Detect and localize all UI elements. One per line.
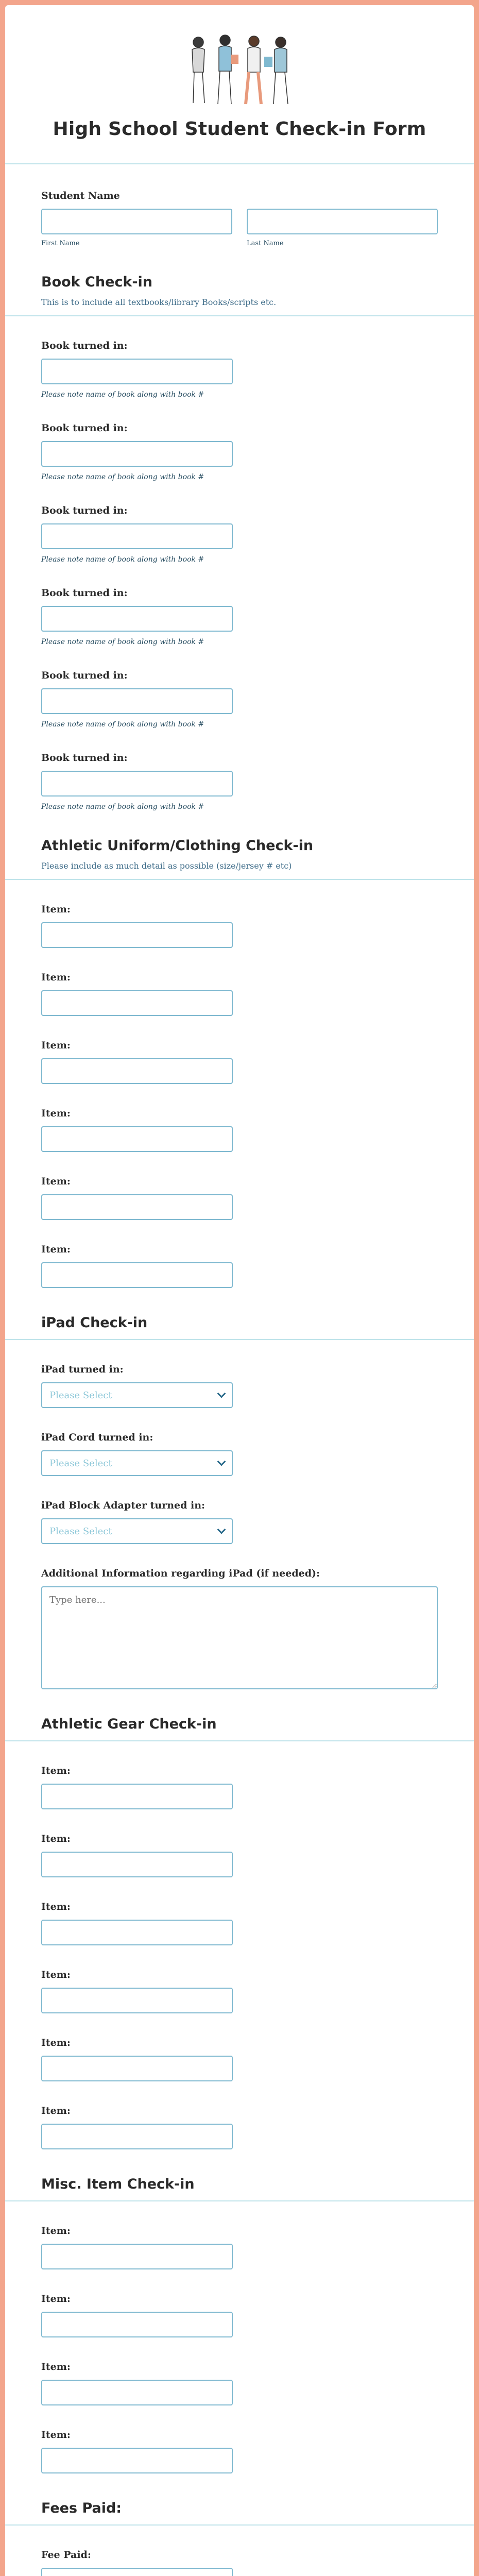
ipad-label: iPad turned in: bbox=[41, 1364, 124, 1375]
uniform-item-input-2[interactable] bbox=[41, 990, 233, 1016]
ipad-adapter-select[interactable] bbox=[41, 1518, 233, 1544]
book-label: Book turned in: bbox=[41, 422, 128, 434]
misc-field-1 bbox=[41, 2225, 438, 2269]
book-field-2 bbox=[41, 422, 438, 481]
book-label: Book turned in: bbox=[41, 752, 128, 764]
gear-section-title: Athletic Gear Check-in bbox=[41, 1716, 217, 1732]
book-field-1 bbox=[41, 340, 438, 399]
ipad-section bbox=[41, 1288, 438, 1689]
chevron-down-icon bbox=[217, 1389, 226, 1398]
ipad-cord-label: iPad Cord turned in: bbox=[41, 1432, 153, 1443]
gear-item-input-4[interactable] bbox=[41, 1988, 233, 2013]
gear-field-1 bbox=[41, 1765, 438, 1809]
gear-item-input-1[interactable] bbox=[41, 1784, 233, 1809]
gear-item-label: Item: bbox=[41, 2105, 71, 2116]
last-name-sublabel: Last Name bbox=[247, 240, 284, 247]
gear-item-input-5[interactable] bbox=[41, 2056, 233, 2081]
book-field-4 bbox=[41, 587, 438, 646]
ipad-cord-field bbox=[41, 1432, 438, 1476]
ipad-info-field bbox=[41, 1568, 438, 1689]
uniform-item-label: Item: bbox=[41, 1244, 71, 1255]
student-name-field bbox=[41, 164, 438, 247]
misc-section-title: Misc. Item Check-in bbox=[41, 2176, 195, 2192]
book-field-3 bbox=[41, 505, 438, 564]
gear-field-6 bbox=[41, 2105, 438, 2149]
gear-item-input-3[interactable] bbox=[41, 1920, 233, 1945]
fee-label: Fee Paid: bbox=[41, 2549, 91, 2561]
misc-field-4 bbox=[41, 2429, 438, 2473]
misc-item-label: Item: bbox=[41, 2361, 71, 2372]
uniform-item-input-6[interactable] bbox=[41, 1262, 233, 1288]
book-label: Book turned in: bbox=[41, 505, 128, 516]
gear-item-label: Item: bbox=[41, 1765, 71, 1776]
book-field-5 bbox=[41, 670, 438, 728]
last-name-col bbox=[247, 209, 438, 247]
book-hint: Please note name of book along with book # bbox=[41, 391, 204, 399]
book-input-1[interactable] bbox=[41, 359, 233, 384]
gear-field-4 bbox=[41, 1969, 438, 2013]
misc-field-2 bbox=[41, 2293, 438, 2337]
misc-divider bbox=[5, 2200, 474, 2201]
gear-section bbox=[41, 1689, 438, 2149]
name-row bbox=[41, 209, 438, 247]
ipad-select-value: Please Select bbox=[49, 1389, 112, 1401]
book-hint: Please note name of book along with book # bbox=[41, 803, 204, 811]
uniform-section bbox=[41, 811, 438, 1288]
fee-input-1[interactable] bbox=[41, 2568, 233, 2576]
ipad-section-title: iPad Check-in bbox=[41, 1315, 148, 1331]
fees-divider bbox=[5, 2524, 474, 2526]
ipad-adapter-select-value: Please Select bbox=[49, 1526, 112, 1537]
book-input-3[interactable] bbox=[41, 523, 233, 549]
gear-field-2 bbox=[41, 1833, 438, 1877]
book-divider bbox=[5, 315, 474, 316]
book-input-4[interactable] bbox=[41, 606, 233, 632]
book-input-6[interactable] bbox=[41, 771, 233, 796]
misc-item-label: Item: bbox=[41, 2225, 71, 2236]
uniform-field-6 bbox=[41, 1244, 438, 1288]
misc-field-3 bbox=[41, 2361, 438, 2405]
ipad-cord-select[interactable] bbox=[41, 1450, 233, 1476]
book-label: Book turned in: bbox=[41, 340, 128, 351]
misc-section bbox=[41, 2149, 438, 2473]
gear-field-3 bbox=[41, 1901, 438, 1945]
book-label: Book turned in: bbox=[41, 587, 128, 599]
uniform-field-1 bbox=[41, 904, 438, 948]
uniform-section-title: Athletic Uniform/Clothing Check-in bbox=[41, 838, 314, 854]
uniform-item-label: Item: bbox=[41, 1176, 71, 1187]
misc-item-input-4[interactable] bbox=[41, 2448, 233, 2473]
form-title: High School Student Check-in Form bbox=[53, 118, 426, 140]
gear-item-label: Item: bbox=[41, 1969, 71, 1980]
ipad-info-textarea[interactable] bbox=[41, 1586, 438, 1689]
gear-field-5 bbox=[41, 2037, 438, 2081]
form-card bbox=[5, 5, 474, 2576]
ipad-adapter-label: iPad Block Adapter turned in: bbox=[41, 1500, 206, 1511]
uniform-section-subtitle: Please include as much detail as possible (size/jersey # etc) bbox=[41, 861, 292, 871]
uniform-field-3 bbox=[41, 1040, 438, 1084]
ipad-adapter-field bbox=[41, 1500, 438, 1544]
uniform-field-5 bbox=[41, 1176, 438, 1220]
book-hint: Please note name of book along with book # bbox=[41, 720, 204, 728]
book-hint: Please note name of book along with book # bbox=[41, 555, 204, 564]
misc-item-input-1[interactable] bbox=[41, 2244, 233, 2269]
first-name-input[interactable] bbox=[41, 209, 232, 234]
misc-item-input-3[interactable] bbox=[41, 2380, 233, 2405]
uniform-item-label: Item: bbox=[41, 904, 71, 915]
misc-item-label: Item: bbox=[41, 2293, 71, 2304]
book-section-title: Book Check-in bbox=[41, 274, 153, 290]
book-hint: Please note name of book along with book # bbox=[41, 473, 204, 481]
book-field-6 bbox=[41, 752, 438, 811]
uniform-item-input-3[interactable] bbox=[41, 1058, 233, 1084]
book-section bbox=[41, 247, 438, 811]
ipad-info-label: Additional Information regarding iPad (if needed): bbox=[41, 1568, 320, 1579]
ipad-cord-select-value: Please Select bbox=[49, 1458, 112, 1469]
ipad-divider bbox=[5, 1339, 474, 1340]
last-name-input[interactable] bbox=[247, 209, 438, 234]
uniform-item-label: Item: bbox=[41, 972, 71, 983]
gear-divider bbox=[5, 1740, 474, 1741]
ipad-field bbox=[41, 1364, 438, 1408]
uniform-divider bbox=[5, 879, 474, 880]
book-input-2[interactable] bbox=[41, 441, 233, 467]
uniform-item-label: Item: bbox=[41, 1108, 71, 1119]
gear-item-label: Item: bbox=[41, 1901, 71, 1912]
chevron-down-icon bbox=[217, 1458, 226, 1466]
misc-item-label: Item: bbox=[41, 2429, 71, 2441]
first-name-col bbox=[41, 209, 232, 247]
fees-section bbox=[41, 2473, 438, 2576]
gear-item-input-2[interactable] bbox=[41, 1852, 233, 1877]
uniform-field-4 bbox=[41, 1108, 438, 1152]
uniform-item-label: Item: bbox=[41, 1040, 71, 1051]
students-illustration bbox=[178, 31, 301, 108]
uniform-item-input-5[interactable] bbox=[41, 1194, 233, 1220]
book-label: Book turned in: bbox=[41, 670, 128, 681]
book-input-5[interactable] bbox=[41, 688, 233, 714]
gear-item-label: Item: bbox=[41, 1833, 71, 1844]
gear-item-label: Item: bbox=[41, 2037, 71, 2048]
fee-field-1 bbox=[41, 2549, 438, 2576]
uniform-item-input-1[interactable] bbox=[41, 922, 233, 948]
chevron-down-icon bbox=[217, 1526, 226, 1534]
book-hint: Please note name of book along with book # bbox=[41, 638, 204, 646]
gear-item-input-6[interactable] bbox=[41, 2124, 233, 2149]
uniform-field-2 bbox=[41, 972, 438, 1016]
form-header bbox=[41, 5, 438, 140]
book-section-subtitle: This is to include all textbooks/library Books/scripts etc. bbox=[41, 297, 277, 307]
fees-section-title: Fees Paid: bbox=[41, 2500, 122, 2516]
misc-item-input-2[interactable] bbox=[41, 2312, 233, 2337]
student-name-label: Student Name bbox=[41, 190, 120, 201]
first-name-sublabel: First Name bbox=[41, 240, 80, 247]
uniform-item-input-4[interactable] bbox=[41, 1126, 233, 1152]
ipad-select[interactable] bbox=[41, 1382, 233, 1408]
